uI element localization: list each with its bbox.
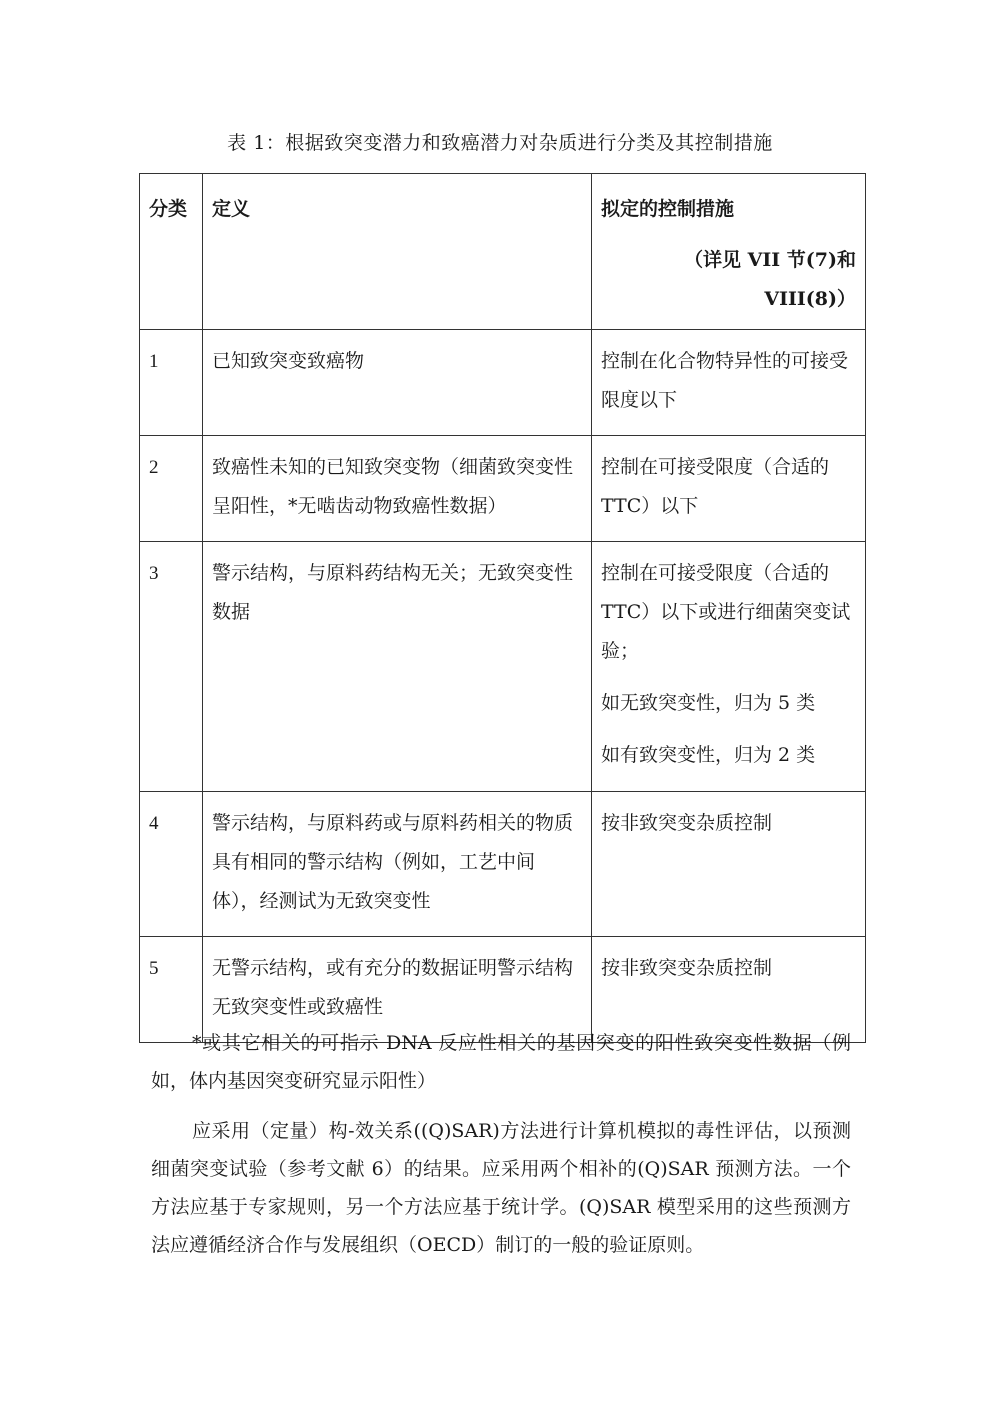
- class-number: 2: [149, 457, 159, 478]
- class-number: 1: [149, 351, 159, 372]
- classification-table: [139, 173, 866, 1043]
- table-footnote: *或其它相关的可指示 DNA 反应性相关的基因突变的阳性致突变性数据（例如，体内基因突变研究显示阳性）: [151, 1032, 851, 1092]
- header-control-sublabel: （详见 VII 节(7)和 VIII(8)）: [684, 249, 856, 310]
- class-number: 5: [149, 958, 159, 979]
- table-row: [140, 792, 866, 937]
- class-control: 按非致突变杂质控制: [601, 812, 773, 834]
- class-definition: 无警示结构，或有充分的数据证明警示结构无致突变性或致癌性: [212, 957, 574, 1018]
- class-control: 按非致突变杂质控制: [601, 957, 773, 979]
- class-definition: 致癌性未知的已知致突变物（细菌致突变性呈阳性，*无啮齿动物致癌性数据）: [212, 456, 574, 517]
- table-row: [140, 330, 866, 436]
- table-caption: 表 1：根据致突变潜力和致癌潜力对杂质进行分类及其控制措施: [227, 132, 773, 154]
- table-row: [140, 542, 866, 792]
- class-number: 4: [149, 813, 159, 834]
- table-row: [140, 436, 866, 542]
- header-cell-control: [592, 174, 866, 330]
- header-class-label: 分类: [149, 198, 188, 220]
- class-definition: 警示结构，与原料药或与原料药相关的物质具有相同的警示结构（例如，工艺中间体），经测试为无致突变性: [212, 812, 574, 912]
- class-definition: 已知致突变致癌物: [212, 350, 365, 372]
- class-control: 控制在化合物特异性的可接受限度以下: [601, 350, 849, 411]
- class-control: 控制在可接受限度（合适的 TTC）以下或进行细菌突变试验；: [601, 562, 851, 662]
- class-number: 3: [149, 563, 159, 584]
- class-definition: 警示结构，与原料药结构无关；无致突变性数据: [212, 562, 574, 623]
- header-cell-class: [140, 174, 203, 330]
- table-header-row: [140, 174, 866, 330]
- class-control-if-positive: 如有致突变性，归为 2 类: [601, 744, 816, 766]
- header-cell-definition: [203, 174, 592, 330]
- header-control-label: 拟定的控制措施: [601, 198, 735, 220]
- header-definition-label: 定义: [212, 198, 251, 220]
- class-control: 控制在可接受限度（合适的 TTC）以下: [601, 456, 830, 517]
- class-control-if-negative: 如无致突变性，归为 5 类: [601, 692, 816, 714]
- body-paragraph: 应采用（定量）构-效关系((Q)SAR)方法进行计算机模拟的毒性评估，以预测细菌突变试验（参考文献 6）的结果。应采用两个相补的(Q)SAR 预测方法。一个方法应基于专家规则，另一个方法应基于统计学。(Q)SAR 模型采用的这些预测方法应遵循经济合作与发展组织（OECD）制订的一般的验证原则。: [151, 1120, 851, 1256]
